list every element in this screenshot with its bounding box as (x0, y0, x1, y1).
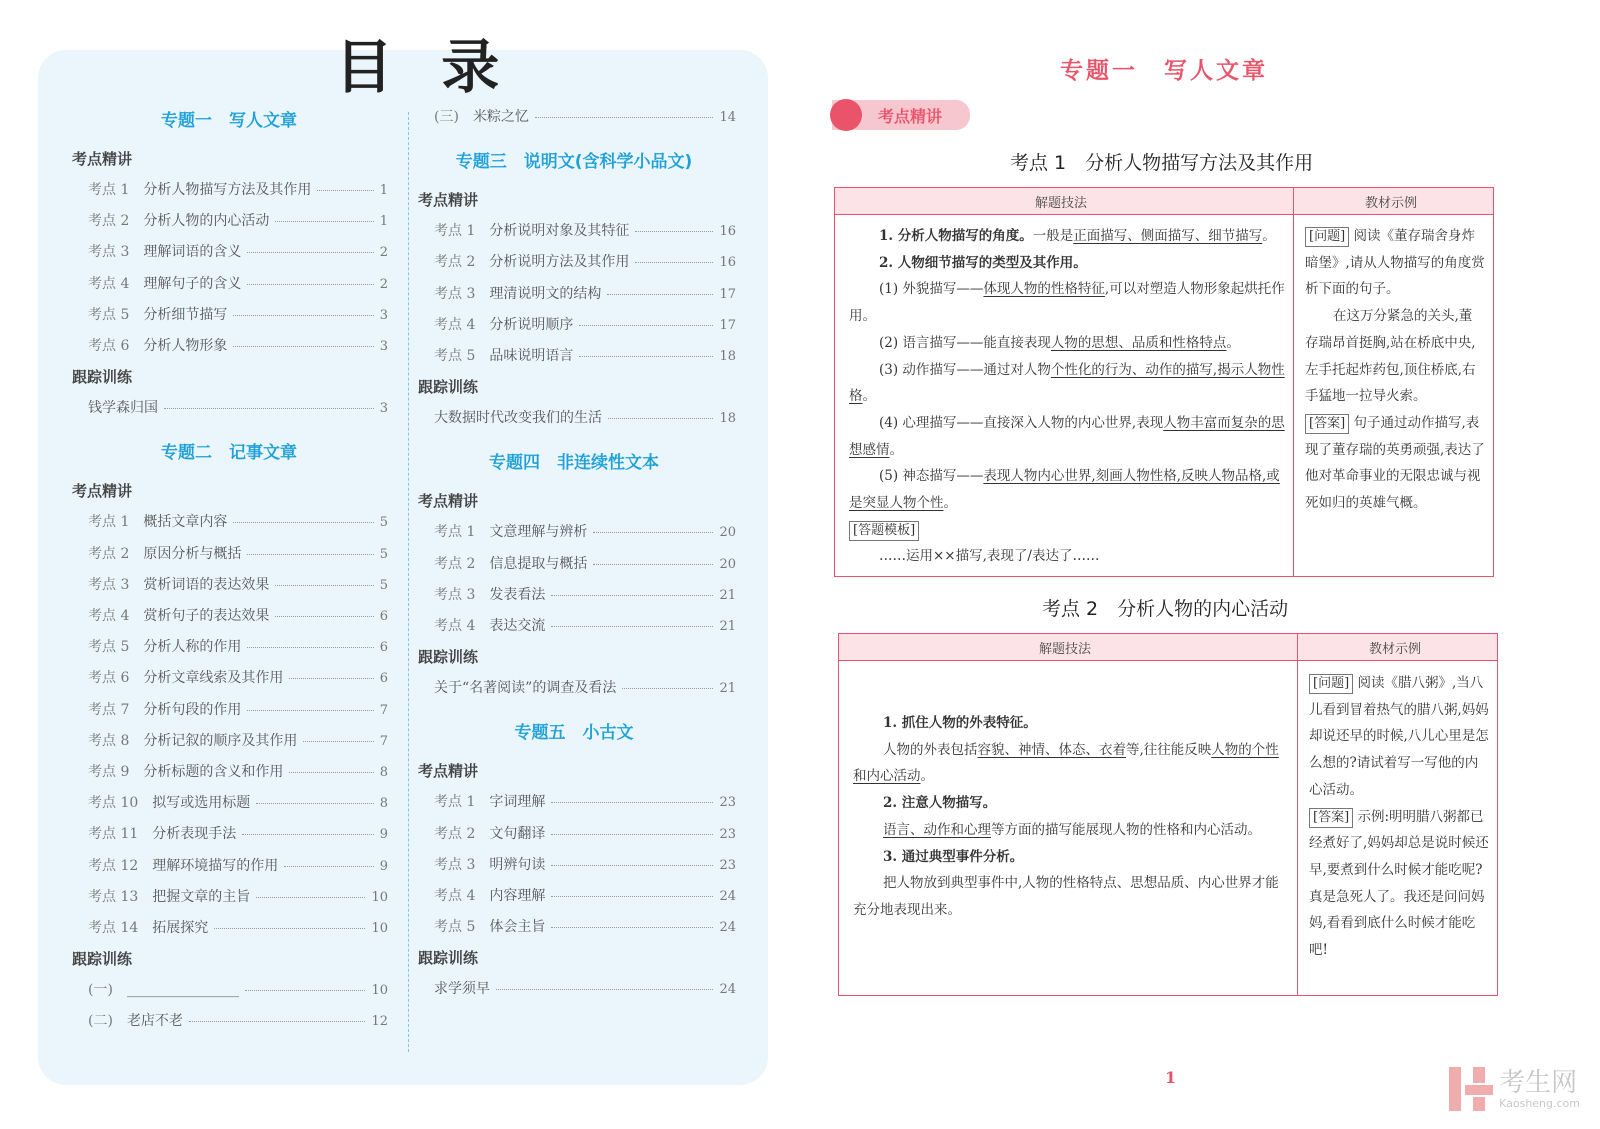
toc-entry-title: 老店不老 (126, 1013, 183, 1030)
toc-entry-key: 考点 1 (88, 514, 130, 531)
toc-leader-dots (245, 990, 366, 991)
toc-entry-page: 17 (719, 286, 736, 302)
toc-entry-key: 考点 11 (88, 826, 139, 843)
toc-section-label: 考点精讲 (418, 762, 479, 781)
toc-entry-key: 考点 3 (434, 285, 476, 302)
toc-entry-key: 考点 2 (434, 825, 476, 842)
toc-entry-key: 考点 1 (88, 182, 130, 198)
toc-entry-page: 2 (379, 245, 388, 261)
toc-entry-title: 字词理解 (489, 794, 546, 811)
toc-entry-key: 考点 1 (434, 524, 476, 541)
toc-entry[interactable] (434, 978, 736, 998)
toc-entry-title: 分析表现手法 (152, 826, 237, 843)
toc-entry-page: 1 (379, 214, 388, 230)
toc-entry[interactable] (88, 543, 388, 563)
toc-leader-dots (551, 802, 713, 803)
toc-section-label: 跟踪训练 (418, 648, 479, 667)
content-page (790, 0, 1600, 1129)
toc-entry-page: 7 (379, 733, 388, 749)
toc-entry[interactable] (88, 241, 388, 261)
toc-entry-page: 1 (379, 183, 388, 198)
method-text: 1. 抓住人物的外表特征。 人物的外表包括容貌、神情、体态、衣着等,往往能反映人物的个性和内心活动。 2. 注意人物描写。 语言、动作和心理等方面的描写能展现人物的性格和内心活动。 3. 通过典型事件分析。 把人物放到典型事件中,人物的性格特点、思想品质、内心世界才能充分地表现出来。 (853, 715, 1279, 918)
toc-entry-page: 6 (379, 671, 388, 687)
toc-entry-key: 考点 5 (88, 306, 130, 323)
toc-entry[interactable] (88, 335, 388, 355)
toc-entry[interactable] (88, 917, 388, 937)
toc-topic-heading[interactable]: 专题一 写人文章 (161, 111, 297, 131)
toc-entry-page: 8 (379, 765, 388, 780)
toc-section-label: 考点精讲 (418, 492, 479, 511)
toc-entry-page: 20 (719, 556, 736, 572)
toc-entry-page: 5 (379, 515, 388, 531)
toc-leader-dots (242, 834, 373, 835)
toc-leader-dots (607, 294, 713, 295)
toc-entry[interactable] (434, 314, 736, 334)
toc-leader-dots (256, 897, 365, 898)
toc-entry-page: 23 (719, 795, 736, 811)
toc-leader-dots (593, 532, 713, 533)
toc-entry-key: 考点 13 (88, 888, 139, 905)
toc-section-label: 跟踪训练 (72, 368, 133, 387)
toc-entry-title: 米粽之忆 (472, 109, 529, 125)
toc-section-label: 跟踪训练 (418, 949, 479, 968)
toc-leader-dots (214, 928, 365, 929)
toc-entry-page: 20 (719, 525, 736, 541)
toc-entry-title: 分析说明对象及其特征 (489, 223, 630, 240)
toc-entry-title: 关于“名著阅读”的调查及看法 (434, 680, 617, 697)
toc-entry-page: 18 (719, 411, 736, 427)
toc-entry[interactable] (88, 304, 388, 324)
toc-entry[interactable] (434, 854, 736, 874)
toc-entry[interactable] (88, 730, 388, 750)
toc-entry[interactable] (88, 179, 388, 199)
toc-leader-dots (275, 585, 373, 586)
toc-entry[interactable] (88, 605, 388, 625)
toc-entry-key: 考点 5 (88, 639, 130, 656)
toc-entry-key: 考点 1 (434, 794, 476, 811)
toc-entry-page: 23 (719, 826, 736, 842)
toc-entry-page: 10 (371, 889, 388, 905)
toc-leader-dots (551, 927, 713, 928)
toc-entry[interactable] (88, 823, 388, 843)
toc-entry-title: 分析细节描写 (143, 306, 228, 323)
toc-entry-key: 考点 14 (88, 920, 139, 936)
toc-entry[interactable] (434, 677, 736, 697)
toc-leader-dots (635, 231, 713, 232)
point-1-table (834, 187, 1494, 577)
point-1-heading: 考点 1 分析人物描写方法及其作用 (1010, 152, 1314, 174)
toc-leader-dots (622, 688, 713, 689)
toc-entry-title: 赏析句子的表达效果 (143, 608, 270, 624)
toc-entry[interactable] (434, 615, 736, 635)
toc-entry-key: 考点 2 (434, 555, 476, 572)
toc-entry[interactable] (88, 397, 388, 417)
toc-entry-page: 10 (371, 921, 388, 936)
toc-entry-page: 3 (379, 339, 388, 354)
toc-entry[interactable] (434, 885, 736, 905)
toc-leader-dots (189, 1021, 366, 1022)
toc-topic-heading[interactable]: 专题五 小古文 (514, 723, 634, 744)
toc-entry-key: 考点 2 (434, 254, 476, 271)
toc-entry-key: 考点 4 (88, 608, 130, 624)
toc-entry-key: 考点 12 (88, 857, 139, 874)
toc-entry-page: 7 (379, 702, 388, 718)
toc-leader-dots (551, 626, 713, 627)
toc-entry-title: 概括文章内容 (143, 514, 228, 531)
toc-entry-title: 发表看法 (489, 586, 546, 603)
header-example: 教材示例 (1369, 642, 1422, 657)
toc-leader-dots (551, 865, 713, 866)
toc-entry-key: 考点 1 (434, 223, 476, 240)
toc-entry-page: 5 (379, 577, 388, 593)
toc-entry-title: 分析文章线索及其作用 (143, 670, 284, 687)
toc-entry-key: 考点 3 (88, 576, 130, 593)
toc-entry[interactable] (434, 407, 736, 427)
toc-section-label: 考点精讲 (72, 482, 133, 501)
point-2-table (838, 633, 1498, 996)
toc-entry-page: 16 (719, 224, 736, 240)
toc-entry-title: 分析人物描写方法及其作用 (143, 182, 312, 198)
toc-entry[interactable] (88, 886, 388, 906)
toc-leader-dots (289, 678, 373, 679)
toc-leader-dots (551, 896, 713, 897)
toc-entry-key: 考点 5 (434, 919, 476, 936)
toc-leader-dots (284, 866, 373, 867)
toc-entry-page: 23 (719, 857, 736, 873)
bulb-icon (830, 99, 862, 131)
toc-entry-key: 考点 6 (88, 338, 130, 354)
toc-section-label: 跟踪训练 (72, 950, 133, 969)
toc-entry-page: 9 (379, 858, 388, 874)
watermark (1449, 1067, 1580, 1111)
toc-entry[interactable] (434, 791, 736, 811)
toc-entry-key: 考点 3 (88, 244, 130, 261)
toc-leader-dots (164, 408, 374, 409)
toc-entry-key: 考点 4 (434, 316, 476, 333)
toc-entry[interactable] (88, 979, 388, 999)
toc-leader-dots (535, 117, 714, 118)
toc-entry-key: 考点 6 (88, 670, 130, 687)
toc-entry-page: 24 (719, 920, 736, 936)
answer-tag: [答案] (1305, 414, 1349, 434)
toc-entry-page: 21 (719, 587, 736, 603)
toc-entry[interactable] (88, 210, 388, 230)
toc-entry-title: 把握文章的主旨 (152, 888, 251, 905)
toc-entry-key: 考点 10 (88, 795, 139, 812)
toc-entry[interactable] (88, 667, 388, 687)
toc-entry-key: (二) (88, 1013, 113, 1030)
toc-leader-dots (275, 616, 373, 617)
question-tag: [问题] (1309, 674, 1353, 694)
toc-entry[interactable] (434, 220, 736, 240)
toc-entry-key: 考点 4 (434, 888, 476, 904)
toc-entry-page: 6 (379, 640, 388, 656)
toc-entry-title: 表达交流 (489, 618, 546, 634)
toc-entry-title: 体会主旨 (489, 919, 546, 936)
toc-entry-title: 理解句子的含义 (143, 275, 242, 292)
toc-leader-dots (233, 315, 373, 316)
toc-leader-dots (303, 741, 373, 742)
toc-entry[interactable] (434, 521, 736, 541)
toc-entry-key: 考点 2 (88, 213, 130, 230)
watermark-cn: 考生网 (1499, 1067, 1578, 1098)
toc-entry-title: 分析说明方法及其作用 (489, 254, 630, 271)
toc-entry-page: 21 (719, 681, 736, 697)
toc-entry-title: 分析人称的作用 (143, 639, 242, 656)
toc-entry-title: 内容理解 (489, 888, 546, 904)
toc-entry-page: 18 (719, 349, 736, 364)
toc-leader-dots (233, 522, 373, 523)
toc-page (0, 0, 790, 1129)
toc-entry[interactable] (434, 106, 736, 126)
method-text: 1. 分析人物描写的角度。一般是正面描写、侧面描写、细节描写。 2. 人物细节描写的类型及其作用。 (1) 外貌描写——体现人物的性格特征,可以对塑造人物形象起烘托作用。 (2) 语言描写——能直接表现人物的思想、品质和性格特点。 (3) 动作描写——通过对人物个性化的行为、动作的描写,揭示人物性格。 (4) 心理描写——直接深入人物的内心世界,表现人物丰富而复杂的思想感情。 (5) 神态描写——表现人物内心世界,刻画人物性格,反映人物品格,或是突显人物个性。 [答题模板] ……运用××描写,表现了/表达了…… (849, 228, 1285, 565)
toc-entry-title: 文句翻译 (489, 825, 546, 842)
toc-entry-title: 原因分析与概括 (143, 545, 242, 562)
toc-entry-page: 2 (379, 276, 388, 292)
question-tag: [问题] (1305, 227, 1349, 247)
toc-leader-dots (593, 564, 713, 565)
toc-entry[interactable] (88, 574, 388, 594)
toc-entry-page: 21 (719, 619, 736, 634)
toc-entry-title: 理解词语的含义 (143, 244, 242, 261)
toc-entry-page: 9 (379, 827, 388, 843)
example-text: [问题] 阅读《腊八粥》,当八儿看到冒着热气的腊八粥,妈妈却说还早的时候,八儿心里是怎么想的?请试着写一写他的内心活动。 [答案] 示例:明明腊八粥都已经煮好了,妈妈却总是说时候还早,要煮到什么时候才能吃呢?真是急死人了。我还是问问妈妈,看看到底什么时候才能吃吧! (1309, 675, 1489, 959)
toc-entry[interactable] (88, 636, 388, 656)
toc-entry-title: 分析标题的含义和作用 (143, 764, 284, 780)
toc-entry-key: 考点 3 (434, 586, 476, 603)
topic-title: 专题一 写人文章 (1060, 58, 1268, 84)
toc-section-label: 跟踪训练 (418, 378, 479, 397)
toc-entry-page: 12 (371, 1014, 388, 1030)
toc-leader-dots (247, 554, 373, 555)
toc-entry-title: 大数据时代改变我们的生活 (434, 410, 602, 427)
toc-entry-key: (一) (88, 982, 113, 999)
header-method: 解题技法 (1035, 196, 1088, 211)
toc-entry-title: 分析人物的内心活动 (143, 213, 270, 230)
toc-entry[interactable] (88, 1010, 388, 1030)
toc-entry[interactable] (434, 553, 736, 573)
column-divider (408, 112, 409, 1052)
toc-entry-title: 钱学森归国 (88, 400, 158, 417)
toc-topic-heading[interactable]: 专题二 记事文章 (161, 443, 297, 464)
toc-entry[interactable] (434, 345, 736, 365)
toc-entry-page: 16 (719, 255, 736, 271)
kaosheng-logo-icon (1449, 1067, 1493, 1111)
toc-entry-key: 考点 5 (434, 348, 476, 364)
toc-leader-dots (496, 989, 713, 990)
toc-entry[interactable] (88, 511, 388, 531)
toc-entry-key: 考点 7 (88, 701, 130, 718)
answer-tag: [答案] (1309, 808, 1353, 828)
toc-entry-title: 分析句段的作用 (143, 701, 242, 718)
toc-topic-heading[interactable]: 专题四 非连续性文本 (489, 453, 659, 474)
header-example: 教材示例 (1365, 196, 1418, 211)
toc-leader-dots (317, 190, 373, 191)
example-text: [问题] 阅读《董存瑞舍身炸暗堡》,请从人物描写的角度赏析下面的句子。 在这万分紧急的关头,董存瑞昂首挺胸,站在桥底中央,左手托起炸药包,顶住桥底,右手猛地一拉导火索。 [答案] 句子通过动作描写,表现了董存瑞的英勇顽强,表达了他对革命事业的无限忠诚与视死如归的英雄气概。 (1305, 228, 1485, 512)
toc-entry[interactable] (88, 273, 388, 293)
toc-entry-title: 拟写或选用标题 (152, 795, 251, 812)
toc-leader-dots (635, 262, 713, 263)
page-number: 1 (1165, 1068, 1177, 1087)
toc-entry[interactable] (434, 251, 736, 271)
toc-leader-dots (247, 710, 373, 711)
toc-entry-key: 考点 4 (434, 618, 476, 634)
toc-entry-title: 品味说明语言 (489, 348, 574, 364)
toc-leader-dots (551, 595, 713, 596)
toc-leader-dots (233, 346, 373, 347)
toc-entry-key: 考点 9 (88, 764, 130, 780)
toc-entry[interactable] (88, 855, 388, 875)
toc-leader-dots (579, 356, 713, 357)
toc-entry-title: 求学须早 (434, 981, 490, 998)
toc-entry[interactable] (88, 792, 388, 812)
toc-entry[interactable] (434, 584, 736, 604)
toc-entry-page: 17 (719, 317, 736, 333)
toc-leader-dots (289, 772, 373, 773)
toc-entry-title: 分析记叙的顺序及其作用 (143, 732, 298, 749)
toc-leader-dots (247, 252, 373, 253)
watermark-en: Kaosheng.com (1499, 1096, 1580, 1110)
toc-entry-title: ________________ (126, 982, 239, 999)
toc-leader-dots (247, 284, 373, 285)
toc-entry[interactable] (88, 699, 388, 719)
toc-entry-page: 10 (371, 983, 388, 999)
header-method: 解题技法 (1039, 642, 1092, 657)
point-2-heading: 考点 2 分析人物的内心活动 (1042, 598, 1289, 620)
toc-entry-title: 明辨句读 (489, 856, 546, 873)
toc-entry[interactable] (434, 823, 736, 843)
toc-entry-page: 5 (379, 546, 388, 562)
template-tag: [答题模板] (849, 521, 919, 541)
toc-leader-dots (579, 325, 713, 326)
toc-entry-key: 考点 3 (434, 856, 476, 873)
toc-entry[interactable] (434, 283, 736, 303)
toc-entry-title: 拓展探究 (152, 920, 209, 936)
toc-entry-key: 考点 2 (88, 545, 130, 562)
toc-entry-title: 赏析词语的表达效果 (143, 576, 270, 593)
toc-entry[interactable] (88, 761, 388, 781)
toc-section-label: 考点精讲 (72, 150, 133, 168)
toc-section-label: 考点精讲 (418, 191, 479, 210)
toc-entry-title: 分析人物形象 (143, 338, 228, 354)
table-divider (1293, 188, 1294, 576)
table-divider (1297, 634, 1298, 995)
toc-title: 目 录 (335, 33, 514, 101)
toc-entry-key: 考点 8 (88, 732, 130, 749)
toc-entry[interactable] (434, 916, 736, 936)
toc-leader-dots (256, 803, 373, 804)
toc-entry-page: 8 (379, 796, 388, 812)
section-tab-label: 考点精讲 (878, 107, 943, 126)
toc-entry-page: 3 (379, 401, 388, 417)
toc-entry-title: 信息提取与概括 (489, 555, 588, 572)
toc-entry-page: 24 (719, 889, 736, 904)
toc-entry-page: 6 (379, 609, 388, 624)
toc-leader-dots (551, 834, 713, 835)
toc-entry-page: 3 (379, 307, 388, 323)
toc-leader-dots (608, 418, 713, 419)
toc-entry-key: 考点 4 (88, 275, 130, 292)
toc-entry-title: 理清说明文的结构 (489, 285, 602, 302)
toc-entry-title: 分析说明顺序 (489, 316, 574, 333)
toc-entry-title: 文意理解与辨析 (489, 524, 588, 541)
toc-entry-page: 14 (719, 110, 736, 125)
toc-entry-title: 理解环境描写的作用 (152, 857, 279, 874)
toc-leader-dots (275, 221, 373, 222)
toc-topic-heading[interactable]: 专题三 说明文(含科学小品文) (455, 152, 693, 173)
toc-leader-dots (247, 647, 373, 648)
toc-entry-page: 24 (719, 982, 736, 998)
toc-entry-key: (三) (434, 109, 459, 125)
